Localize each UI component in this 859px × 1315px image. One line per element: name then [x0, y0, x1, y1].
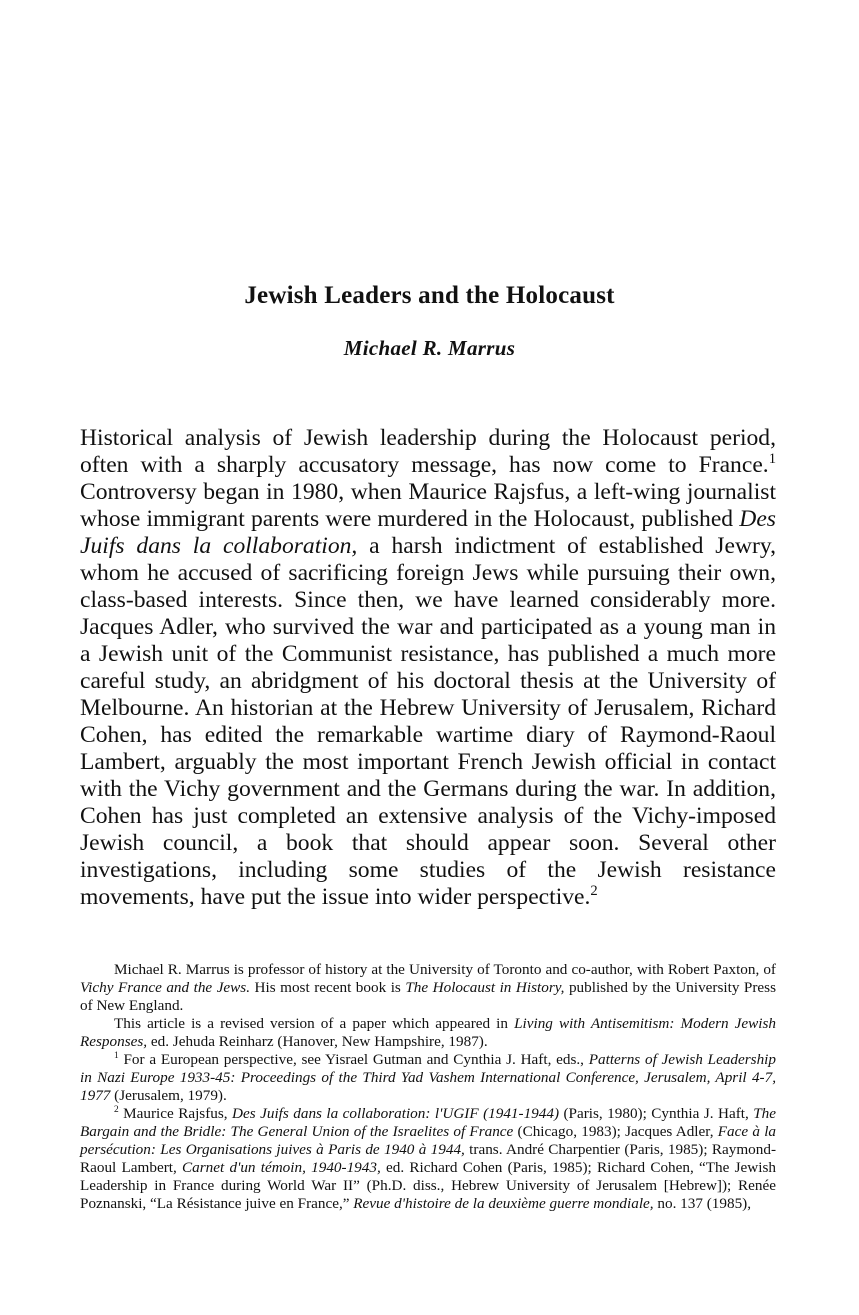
footnote-text: (Jerusalem, 1979).	[110, 1087, 227, 1104]
article-author: Michael R. Marrus	[343, 336, 516, 360]
footnote-title: Face à la persécution: Les Organisations juives à Paris de 1940 à 1944,	[80, 1123, 777, 1158]
footnote-ref-2: 2	[590, 883, 598, 900]
footnote-author-bio	[80, 961, 776, 1015]
body-text-run: Historical analysis of Jewish leadership during the Holocaust period, often with a sharply accusatory message, has now come to France.	[80, 425, 776, 478]
footnote-title: Revue d'histoire de la deuxième guerre mondiale,	[353, 1195, 654, 1212]
footnote-text: For a European perspective, see Yisrael Gutman and Cynthia J. Haft, eds.,	[118, 1051, 589, 1068]
footnote-2	[80, 1105, 776, 1213]
footnote-text: ed. Richard Cohen (Paris, 1985); Richard Cohen, “The Jewish Leadership in France during World War II” (Ph.D. diss., Hebrew University of Jerusalem [Hebrew]); Renée Poznanski, “La Résistance juive en France,”	[80, 1159, 776, 1212]
footnote-title: The Bargain and the Bridle: The General Union of the Israelites of France	[80, 1105, 777, 1140]
footnotes	[80, 961, 776, 1213]
footnote-marker: 1	[114, 1050, 119, 1061]
body-text	[80, 425, 776, 911]
footnote-title: Carnet d'un témoin, 1940-1943,	[182, 1159, 381, 1176]
book-title: Des Juifs dans la collaboration,	[80, 506, 776, 559]
article-title: Jewish Leaders and the Holocaust	[244, 282, 615, 309]
footnote-1	[80, 1051, 776, 1105]
footnote-text: Michael R. Marrus is professor of history at the University of Toronto and co-author, with Robert Paxton, of	[114, 961, 776, 978]
body-text-run: a harsh indictment of established Jewry, whom he accused of sacrificing foreign Jews while pursuing their own, class-based interests. Since then, we have learned considerably more. Jacques Adler, who survived the war and participated as a young man in a Jewish unit of the Communist resistance, has published a much more careful study, an abridgment of his doctoral thesis at the University of Melbourne. An historian at the Hebrew University of Jerusalem, Richard Cohen, has edited the remarkable wartime diary of Raymond-Raoul Lambert, arguably the most important French Jewish official in contact with the Vichy government and the Germans during the war. In addition, Cohen has just completed an extensive analysis of the Vichy-imposed Jewish council, a book that should appear soon. Several other investigations, including some studies of the Jewish resistance movements, have put the issue into wider perspective.	[80, 533, 776, 910]
footnote-text: (Paris, 1980); Cynthia J. Haft,	[559, 1105, 754, 1122]
footnote-text: published by the University Press of New England.	[80, 979, 776, 1014]
footnote-title: The Holocaust in History,	[405, 979, 565, 996]
body-text-run: Controversy began in 1980, when Maurice Rajsfus, a left-wing journalist whose immigrant parents were murdered in the Holocaust, published	[80, 479, 776, 532]
footnote-title: Patterns of Jewish Leadership in Nazi Europe 1933-45: Proceedings of the Third Yad Vashem International Conference, Jerusalem, April 4-7, 1977	[80, 1051, 776, 1104]
footnote-text: This article is a revised version of a paper which appeared in	[114, 1015, 515, 1032]
body-paragraph	[80, 425, 776, 911]
footnote-text: Maurice Rajsfus,	[118, 1105, 233, 1122]
footnote-title: Living with Antisemitism: Modern Jewish Responses,	[80, 1015, 776, 1050]
footnote-title: Vichy France and the Jews.	[80, 979, 251, 996]
footnote-ref-1: 1	[768, 451, 776, 468]
footnote-title: Des Juifs dans la collaboration: l'UGIF (1941-1944)	[232, 1105, 560, 1122]
footnote-text: no. 137 (1985),	[653, 1195, 752, 1212]
footnote-text: trans. André Charpentier (Paris, 1985); Raymond-Raoul Lambert,	[80, 1141, 777, 1176]
footnote-text: ed. Jehuda Reinharz (Hanover, New Hampshire, 1987).	[147, 1033, 488, 1050]
footnote-revision-note	[80, 1015, 776, 1051]
footnote-text: (Chicago, 1983); Jacques Adler,	[513, 1123, 718, 1140]
footnote-text: His most recent book is	[250, 979, 406, 996]
footnote-marker: 2	[114, 1104, 119, 1115]
